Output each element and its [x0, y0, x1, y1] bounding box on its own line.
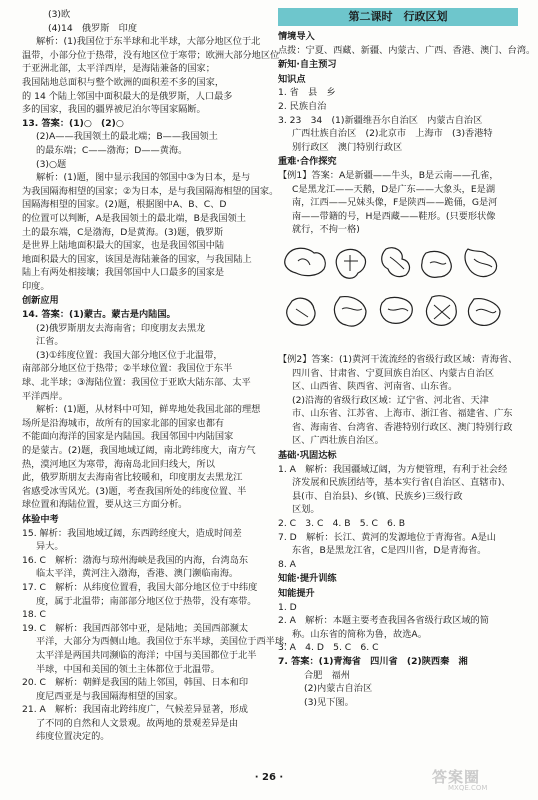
- right-b-line: 3. A 4. D 5. C 6. C: [278, 642, 379, 654]
- left-line: 印度。: [22, 280, 50, 292]
- right-b-line: 知能提升: [278, 588, 315, 599]
- province-shapes-figure: [278, 239, 518, 351]
- left-line: (3)○题: [36, 158, 67, 170]
- section-title: 第二课时 行政区划: [278, 8, 518, 26]
- left-line: 度，属于北温带；南部部分地区位于热带，没有寒带。: [36, 595, 257, 607]
- left-line: 21. A 解析：我国南北跨纬度广，气候差异显著，形成: [22, 704, 248, 716]
- right-b-line: 基础·巩固达标: [278, 450, 337, 462]
- left-line: 了不同的自然和人文景观。故两地的景观差异是由: [36, 717, 239, 729]
- right-a-line: 情境导入: [278, 31, 315, 42]
- left-line: 半球，中国和美国的领土主体都位于北温带。: [36, 663, 220, 675]
- left-line: 的 14 个陆上邻国中面积最大的是俄罗斯，人口最多: [22, 90, 233, 102]
- right-b-line: 区、山西省、陕西省、河南省、山东省。: [292, 381, 458, 393]
- province-shapes-svg: [278, 239, 514, 351]
- right-b-line: 区划。: [292, 504, 320, 516]
- right-a-line: 别行政区 澳门特别行政区: [292, 141, 403, 153]
- left-line: 太平洋是两国共同濒临的海洋；中国与美国都位于北半: [36, 649, 257, 661]
- left-line: 球、北半球；③海陆位置：我国位于亚欧大陆东部、太平: [22, 377, 251, 389]
- right-column: [278, 8, 536, 709]
- left-line: 地面积最大的国家，该国是海陆兼备的国家，与我国陆上: [22, 253, 252, 265]
- right-b-line: 合肥 福州: [304, 669, 350, 681]
- right-a-line: 南——带籍的号，H是西藏——鞋形。(只要形状像: [292, 210, 496, 222]
- left-line: 球位置和海陆位置，要从这三方面分析。: [22, 499, 188, 511]
- left-line: (2)俄罗斯朋友去海南省；印度朋友去黑龙: [36, 322, 206, 334]
- right-a-line: 【例1】答案：A是新疆——牛头，B是云南——孔雀，: [278, 169, 499, 181]
- left-line: 省感受冰雪风光。(3)题，考查我国所处的纬度位置、半: [22, 485, 247, 497]
- left-line: 解析：(1)题，图中显示我国的邻国中③为日本，是与: [36, 172, 251, 184]
- right-b-line: 2. C 3. C 4. B 5. C 6. B: [278, 518, 406, 530]
- left-line: 平洋，大部分为西侧山地。我国位于东半球，美国位于西半球，: [36, 636, 294, 648]
- left-line: 20. C 解析：朝鲜是我国的陆上邻国，韩国、日本和印: [22, 677, 249, 689]
- left-line: 于亚洲北部，太平洋西岸，是海陆兼备的国家；: [22, 63, 215, 75]
- province-shape-b: [336, 249, 365, 278]
- right-a-line: 2. 民族自治: [278, 100, 327, 112]
- right-a-line: 新知·自主预习: [278, 59, 337, 71]
- right-b-line: 济发展和民族团结等，基本实行省(自治区、直辖市)、: [292, 477, 511, 489]
- right-a-line: 南，江西——兄妹头像，F是陕西——跪俑，G是河: [292, 197, 498, 209]
- right-b-line: 7. D 解析：长江、黄河的发源地位于青海省。A是山: [278, 531, 496, 543]
- left-line: (3)①纬度位置：我国大部分地区位于北温带，: [36, 349, 223, 361]
- right-b-line: 称。山东省的简称为鲁，故选A。: [292, 628, 427, 640]
- left-line: 土的最东端，C是渤海，D是黄海。(3)题，俄罗斯: [22, 226, 224, 238]
- left-line: (4)14 俄罗斯 印度: [48, 22, 138, 34]
- left-line: 体验中考: [22, 513, 59, 525]
- left-line: 多的国家，我国的疆界被尼泊尔等国家隔断。: [22, 104, 206, 116]
- province-shape-g: [334, 297, 366, 326]
- left-line: 温带，小部分位于热带，没有地区位于寒带；欧洲大部分地区位: [22, 49, 280, 61]
- left-line: 的是蒙古。(2)题，我国地域辽阔，南北跨纬度大，南方气: [22, 445, 256, 456]
- left-line: (2)A——我国领土的最北端；B——我国领土: [36, 131, 218, 143]
- left-line: 异大。: [36, 541, 64, 553]
- left-line: 江省。: [36, 336, 64, 348]
- left-line: 的最东端；C——渤海；D——黄海。: [36, 144, 188, 156]
- right-a-line: C是黑龙江——天鹅，D是广东——大象头，E是湖: [292, 183, 496, 195]
- right-a-line: 1. 省 县 乡: [278, 87, 336, 99]
- left-line: 不能面向海洋的国家是内陆国。我国邻国中内陆国家: [22, 431, 234, 443]
- left-line: 19. C 解析：我国西部邻中亚，是陆地；美国西部濒太: [22, 622, 249, 634]
- right-a-line: 重难·合作探究: [278, 156, 337, 168]
- page-number: · 26 ·: [254, 772, 284, 783]
- right-b-line: 县(市、自治县)、乡(镇、民族乡)三级行政: [292, 490, 463, 502]
- watermark-url: MXQE.COM: [448, 784, 488, 792]
- right-b-line: (2)内蒙古自治区: [304, 683, 373, 695]
- right-b-line: 四川省、甘肃省、宁夏回族自治区、内蒙古自治区: [292, 367, 495, 379]
- left-line: 为我国隔海相望的国家；②为日本，是与我国隔海相望的国家。: [22, 185, 279, 197]
- watermark-logo: 答案圈: [432, 768, 481, 786]
- left-line: 国隔海相望的国家。(2)题，根据图中A、B、C、D: [22, 199, 227, 211]
- left-line: 热，漠河地区为寒带，海南岛北回归线大，所以: [22, 458, 215, 470]
- left-line: 16. C 解析：渤海与琼州海峡是我国的内海，台湾岛东: [22, 554, 249, 566]
- left-line: 13. 答案：(1)○ (2)○: [22, 117, 124, 129]
- left-line: (3)欧: [48, 9, 71, 20]
- left-line: 18. C: [22, 609, 46, 621]
- left-line: 平洋西岸。: [22, 390, 68, 402]
- left-line: 陆上有两处相接壤；我国邻国中人口最多的国家是: [22, 267, 225, 279]
- left-line: 15. 解析：我国地域辽阔，东西跨经度大，造成时间差: [22, 527, 242, 539]
- right-b-line: 知能·提升训练: [278, 573, 337, 585]
- province-shape-a: [285, 248, 326, 275]
- left-line: 纬度位置决定的。: [36, 731, 110, 743]
- right-a-line: 点拨：宁夏、西藏、新疆、内蒙古、广西、香港、澳门、台湾。: [278, 44, 536, 56]
- right-text-top: [278, 30, 536, 237]
- left-line: 临太平洋，黄河注入渤海，香港、澳门濒临南海。: [36, 568, 239, 580]
- right-a-line: 3. 23 34 (1)新疆维吾尔自治区 内蒙古自治区: [278, 114, 483, 126]
- right-b-line: (3)见下图。: [304, 696, 354, 708]
- left-line: 是世界上陆地面积最大的国家，也是我国邻国中陆: [22, 240, 225, 252]
- right-b-line: 东省，B是黑龙江省，C是四川省，D是青海省。: [292, 545, 487, 557]
- left-line: 我国陆地总面积与整个欧洲的面积差不多的国家，: [22, 76, 225, 88]
- right-b-line: 2. A 解析：本题主要考查我国各省级行政区域的简: [278, 615, 489, 627]
- left-line: 场所是沿海城市，故所有的国家北部的国家也都有: [22, 417, 225, 429]
- right-a-line: 就行，不拘一格): [292, 224, 360, 236]
- right-b-line: 省、海南省、台湾省、香港特别行政区、澳门特别行政: [292, 421, 513, 433]
- right-b-line: 8. A: [278, 558, 296, 570]
- province-shape-d: [422, 251, 452, 277]
- left-line: 14. 答案：(1)蒙古。蒙古是内陆国。: [22, 309, 176, 321]
- left-line: 解析：(1)我国位于东半球和北半球，大部分地区位于北: [36, 36, 261, 48]
- right-a-line: 广西壮族自治区 (2)北京市 上海市 (3)香港特: [292, 128, 493, 140]
- right-b-line: 7. 答案：(1)青海省 四川省 (2)陕西秦 湘: [278, 655, 468, 667]
- province-shape-c: [382, 248, 410, 277]
- right-b-line: 【例2】答案：(1)黄河干流流经的省级行政区域：青海省、: [278, 353, 518, 365]
- left-line: 17. C 解析：从纬度位置看，我国大部分地区位于中纬度: [22, 581, 258, 593]
- right-b-line: 1. A 解析：我国疆域辽阔，为方便管理，有利于社会经: [278, 463, 508, 475]
- left-line: 度尼西亚是与我国隔海相望的国家。: [36, 690, 183, 702]
- right-b-line: (2)沿海的省级行政区域：辽宁省、河北省、天津: [292, 394, 489, 406]
- left-line: 的位置可以判断，A是我国领土的最北端，B是我国领土: [22, 212, 246, 224]
- right-text-bottom: [278, 353, 518, 709]
- right-a-line: 知识点: [278, 73, 306, 85]
- right-b-line: 区、广西壮族自治区。: [292, 435, 384, 447]
- left-line: 南部部分地区位于热带；②半球位置：我国位于东半: [22, 363, 233, 375]
- right-b-line: 市、山东省、江苏省、上海市、浙江省、福建省、广东: [292, 408, 513, 420]
- province-shape-i: [426, 296, 456, 326]
- left-line: 创新应用: [22, 295, 59, 307]
- left-line: 此，俄罗斯朋友去海南省比较暖和，印度朋友去黑龙江: [22, 472, 243, 484]
- left-line: 解析：(1)题，从材料中可知，鲜卑地处我国北部的理想: [36, 404, 261, 416]
- right-b-line: 1. D: [278, 601, 297, 613]
